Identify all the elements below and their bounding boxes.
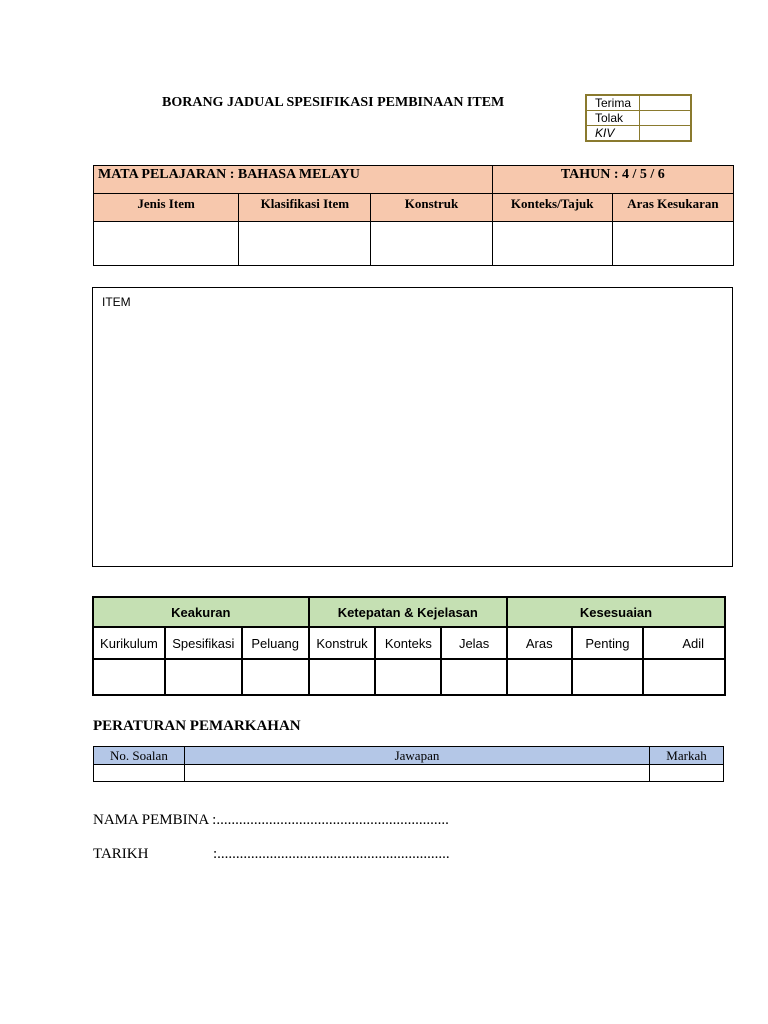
review-table [92, 596, 726, 696]
group-keakuran: Keakuran [93, 597, 309, 627]
col-markah: Markah [650, 747, 724, 765]
status-kiv-label: KIV [586, 126, 640, 142]
konstruk-review-field[interactable] [309, 659, 376, 695]
nama-pembina-field[interactable]: .............................................................. [216, 812, 449, 828]
tarikh-field[interactable]: :.............................................................. [213, 846, 450, 862]
col-aras-kesukaran: Aras Kesukaran [612, 194, 733, 222]
col-jelas: Jelas [441, 627, 507, 659]
status-table [585, 94, 692, 142]
col-kurikulum: Kurikulum [93, 627, 165, 659]
col-konstruk-review: Konstruk [309, 627, 376, 659]
konteks-tajuk-field[interactable] [492, 222, 612, 266]
group-ketepatan-kejelasan: Ketepatan & Kejelasan [309, 597, 507, 627]
aras-field[interactable] [507, 659, 572, 695]
nama-pembina-line [93, 812, 449, 829]
status-terima-label: Terima [586, 95, 640, 111]
col-klasifikasi-item: Klasifikasi Item [239, 194, 371, 222]
penting-field[interactable] [572, 659, 644, 695]
col-peluang: Peluang [242, 627, 309, 659]
col-no-soalan: No. Soalan [94, 747, 185, 765]
jawapan-field[interactable] [184, 765, 649, 782]
col-jawapan: Jawapan [184, 747, 649, 765]
marking-heading: PERATURAN PEMARKAHAN [93, 718, 301, 734]
kurikulum-field[interactable] [93, 659, 165, 695]
tarikh-label: TARIKH [93, 846, 149, 862]
jenis-item-field[interactable] [94, 222, 239, 266]
item-label: ITEM [102, 295, 131, 309]
subject-cell: MATA PELAJARAN : BAHASA MELAYU [94, 166, 493, 194]
spesifikasi-field[interactable] [165, 659, 242, 695]
col-jenis-item: Jenis Item [94, 194, 239, 222]
konteks-field[interactable] [375, 659, 441, 695]
status-tolak-field[interactable] [640, 111, 692, 126]
col-adil: Adil [643, 627, 725, 659]
info-table [93, 165, 734, 266]
aras-kesukaran-field[interactable] [612, 222, 733, 266]
konstruk-field[interactable] [371, 222, 492, 266]
klasifikasi-item-field[interactable] [239, 222, 371, 266]
col-konteks: Konteks [375, 627, 441, 659]
adil-field[interactable] [643, 659, 725, 695]
col-konteks-tajuk: Konteks/Tajuk [492, 194, 612, 222]
form-title: BORANG JADUAL SPESIFIKASI PEMBINAAN ITEM [162, 95, 505, 110]
tarikh-line [93, 846, 450, 863]
col-penting: Penting [572, 627, 644, 659]
marking-table [93, 746, 724, 782]
peluang-field[interactable] [242, 659, 309, 695]
jelas-field[interactable] [441, 659, 507, 695]
col-spesifikasi: Spesifikasi [165, 627, 242, 659]
status-tolak-label: Tolak [586, 111, 640, 126]
col-aras: Aras [507, 627, 572, 659]
year-cell: TAHUN : 4 / 5 / 6 [492, 166, 733, 194]
nama-pembina-label: NAMA PEMBINA : [93, 812, 217, 828]
markah-field[interactable] [650, 765, 724, 782]
status-kiv-field[interactable] [640, 126, 692, 142]
group-kesesuaian: Kesesuaian [507, 597, 725, 627]
item-box[interactable] [92, 287, 733, 567]
col-konstruk: Konstruk [371, 194, 492, 222]
status-terima-field[interactable] [640, 95, 692, 111]
no-soalan-field[interactable] [94, 765, 185, 782]
